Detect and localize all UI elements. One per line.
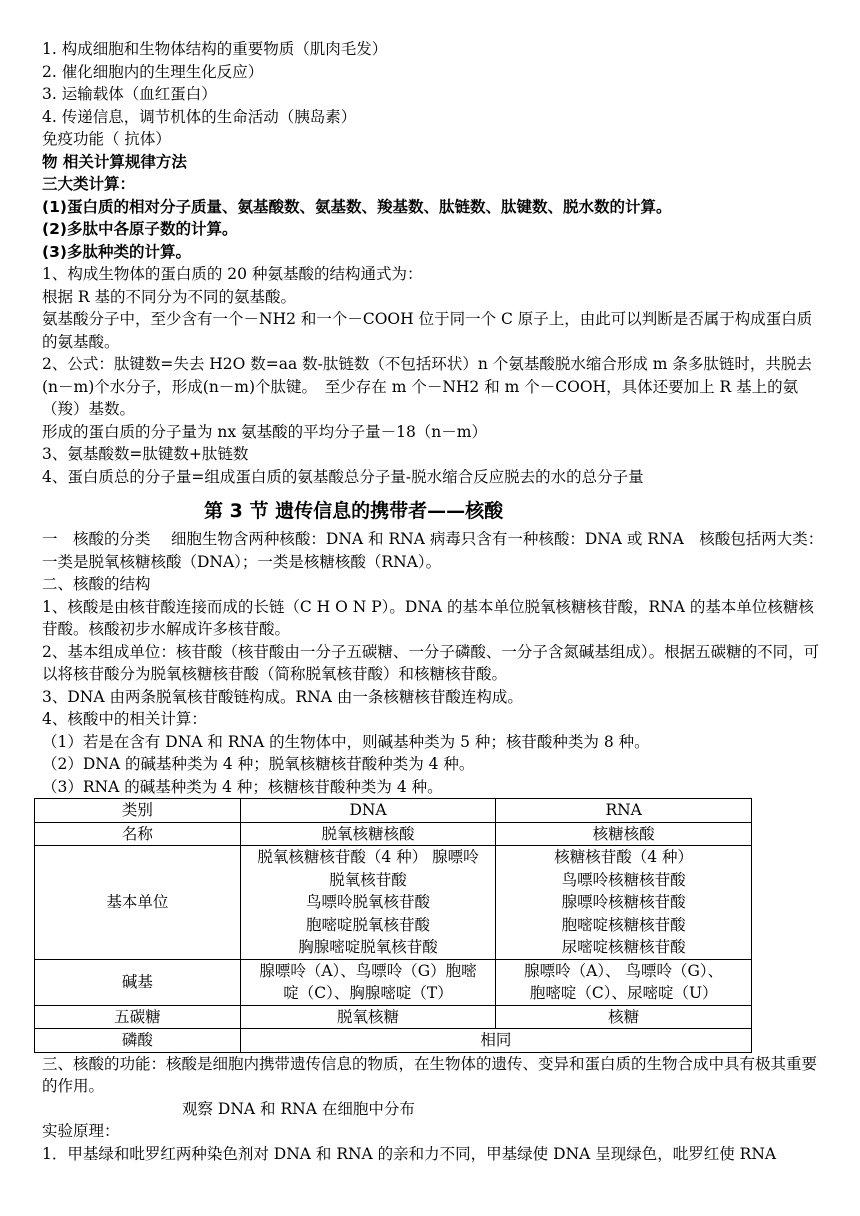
table-cell [496,959,752,1005]
nucleic-paragraph: （2）DNA 的碱基种类为 4 种；脱氧核糖核苷酸种类为 4 种。 [42,755,475,773]
calc-paragraph: 形成的蛋白质的分子量为 nx 氨基酸的平均分子量－18（n－m） [42,422,487,441]
cell-line: 腺嘌呤核糖核苷酸 [561,893,686,911]
table-row [35,1005,752,1029]
table-cell: 核糖 [496,1005,752,1029]
dna-rna-comparison-table [34,798,752,1053]
table-row [35,959,752,1005]
cell-line: 鸟嘌呤脱氧核苷酸 [306,893,431,911]
nucleic-paragraph: 4、核酸中的相关计算： [42,710,207,728]
table-cell: 名称 [35,822,241,846]
table-row [35,799,752,823]
calc-subtitle: 三大类计算： [42,175,136,193]
table-cell [496,846,752,960]
table-row [35,846,752,960]
table-row [35,822,752,846]
table-cell: 相同 [240,1029,751,1053]
section-heading: 第 3 节 遗传信息的携带者——核酸 [204,500,504,522]
cell-line: 腺嘌呤（A）、 鸟嘌呤（G）、 [524,961,724,980]
list-item: 4. 传递信息，调节机体的生命活动（胰岛素） [42,107,357,126]
nucleic-paragraph: 1、核酸是由核苷酸连接而成的长链（C H O N P）。DNA 的基本单位脱氧核糖核苷酸，RNA 的基本单位核糖核苷酸。核酸初步水解成许多核苷酸。 [42,597,814,638]
table-cell: 类别 [35,799,241,823]
cell-line: 啶（C）、胸腺嘧啶（T） [283,984,453,1002]
calc-paragraph: 2、公式：肽键数=失去 H2O 数=aa 数-肽链数（不包括环状）n 个氨基酸脱水缩合形成 m 条多肽链时，共脱去(n－m)个水分子，形成(n－m)个肽键。 至少存在 m 个－NH2 和 m 个－COOH，具体还要加上 R 基上的氨（羧）基数。 [42,355,812,418]
function-paragraph: 三、核酸的功能：核酸是细胞内携带遗传信息的物质，在生物体的遗传、变异和蛋白质的生物合成中具有极其重要的作用。 [42,1054,818,1095]
table-cell [240,959,496,1005]
nucleic-paragraph: 2、基本组成单位：核苷酸（核苷酸由一分子五碳糖、一分子磷酸、一分子含氮碱基组成）。根据五碳糖的不同，可以将核苷酸分为脱氧核糖核苷酸（简称脱氧核苷酸）和核糖核苷酸。 [42,642,820,683]
list-item: 3. 运输载体（血红蛋白） [42,85,217,103]
document-page [42,38,824,1165]
cell-line: 尿嘧啶核糖核苷酸 [561,938,686,956]
calc-item: (1)蛋白质的相对分子质量、氨基酸数、氨基数、羧基数、肽链数、肽键数、脱水数的计算。 [42,197,672,216]
cell-line: 腺嘌呤（A）、鸟嘌呤（G）胞嘧 [259,961,477,980]
table-cell: 核糖核酸 [496,822,752,846]
cell-line: 脱氧核糖核苷酸（4 种） 腺嘌呤 [257,848,479,866]
table-cell: 磷酸 [35,1029,241,1053]
principle-label: 实验原理： [42,1122,120,1140]
cell-line: 胞嘧啶核糖核苷酸 [561,915,686,934]
table-cell: 五碳糖 [35,1005,241,1029]
nucleic-paragraph: 二、核酸的结构 [42,575,151,593]
list-item: 1. 构成细胞和生物体结构的重要物质（肌肉毛发） [42,40,388,58]
table-cell: DNA [240,799,496,823]
table-cell: 碱基 [35,959,241,1005]
nucleic-paragraph: 一 核酸的分类 细胞生物含两种核酸：DNA 和 RNA 病毒只含有一种核酸：DNA 或 RNA 核酸包括两大类：一类是脱氧核糖核酸（DNA）；一类是核糖核酸（RNA）。 [42,530,824,571]
calc-paragraph: 根据 R 基的不同分为不同的氨基酸。 [42,287,297,306]
table-cell [240,846,496,960]
cell-line: 胞嘧啶（C）、尿嘧啶（U） [529,984,718,1002]
cell-line: 鸟嘌呤核糖核苷酸 [561,870,686,889]
list-item: 2. 催化细胞内的生理生化反应） [42,62,264,81]
calc-paragraph: 1、构成生物体的蛋白质的 20 种氨基酸的结构通式为： [42,265,423,283]
calc-title: 物 相关计算规律方法 [42,152,187,171]
nucleic-paragraph: （1）若是在含有 DNA 和 RNA 的生物体中，则碱基种类为 5 种；核苷酸种类为 8 种。 [42,732,650,751]
table-cell: 脱氧核糖核酸 [240,822,496,846]
cell-line: 核糖核苷酸（4 种） [554,848,694,866]
table-cell: 基本单位 [35,846,241,960]
calc-paragraph: 3、氨基酸数=肽键数+肽链数 [42,445,249,463]
cell-line: 胞嘧啶脱氧核苷酸 [306,915,431,934]
cell-line: 脱氧核苷酸 [329,870,407,889]
calc-item: (3)多肽种类的计算。 [42,242,191,261]
calc-item: (2)多肽中各原子数的计算。 [42,220,238,238]
table-cell: RNA [496,799,752,823]
experiment-title: 观察 DNA 和 RNA 在细胞中分布 [182,1099,415,1118]
nucleic-paragraph: （3）RNA 的碱基种类为 4 种；核糖核苷酸种类为 4 种。 [42,777,443,796]
table-row [35,1029,752,1053]
list-item: 免疫功能（ 抗体） [42,130,171,148]
nucleic-paragraph: 3、DNA 由两条脱氧核苷酸链构成。RNA 由一条核糖核苷酸连构成。 [42,687,523,706]
principle-paragraph: 1．甲基绿和吡罗红两种染色剂对 DNA 和 RNA 的亲和力不同，甲基绿使 DNA 呈现绿色，吡罗红使 RNA [42,1144,777,1163]
cell-line: 胸腺嘧啶脱氧核苷酸 [298,938,438,956]
calc-paragraph: 4、蛋白质总的分子量=组成蛋白质的氨基酸总分子量-脱水缩合反应脱去的水的总分子量 [42,467,644,486]
table-cell: 脱氧核糖 [240,1005,496,1029]
calc-paragraph: 氨基酸分子中，至少含有一个－NH2 和一个－COOH 位于同一个 C 原子上，由此可以判断是否属于构成蛋白质的氨基酸。 [42,310,813,351]
